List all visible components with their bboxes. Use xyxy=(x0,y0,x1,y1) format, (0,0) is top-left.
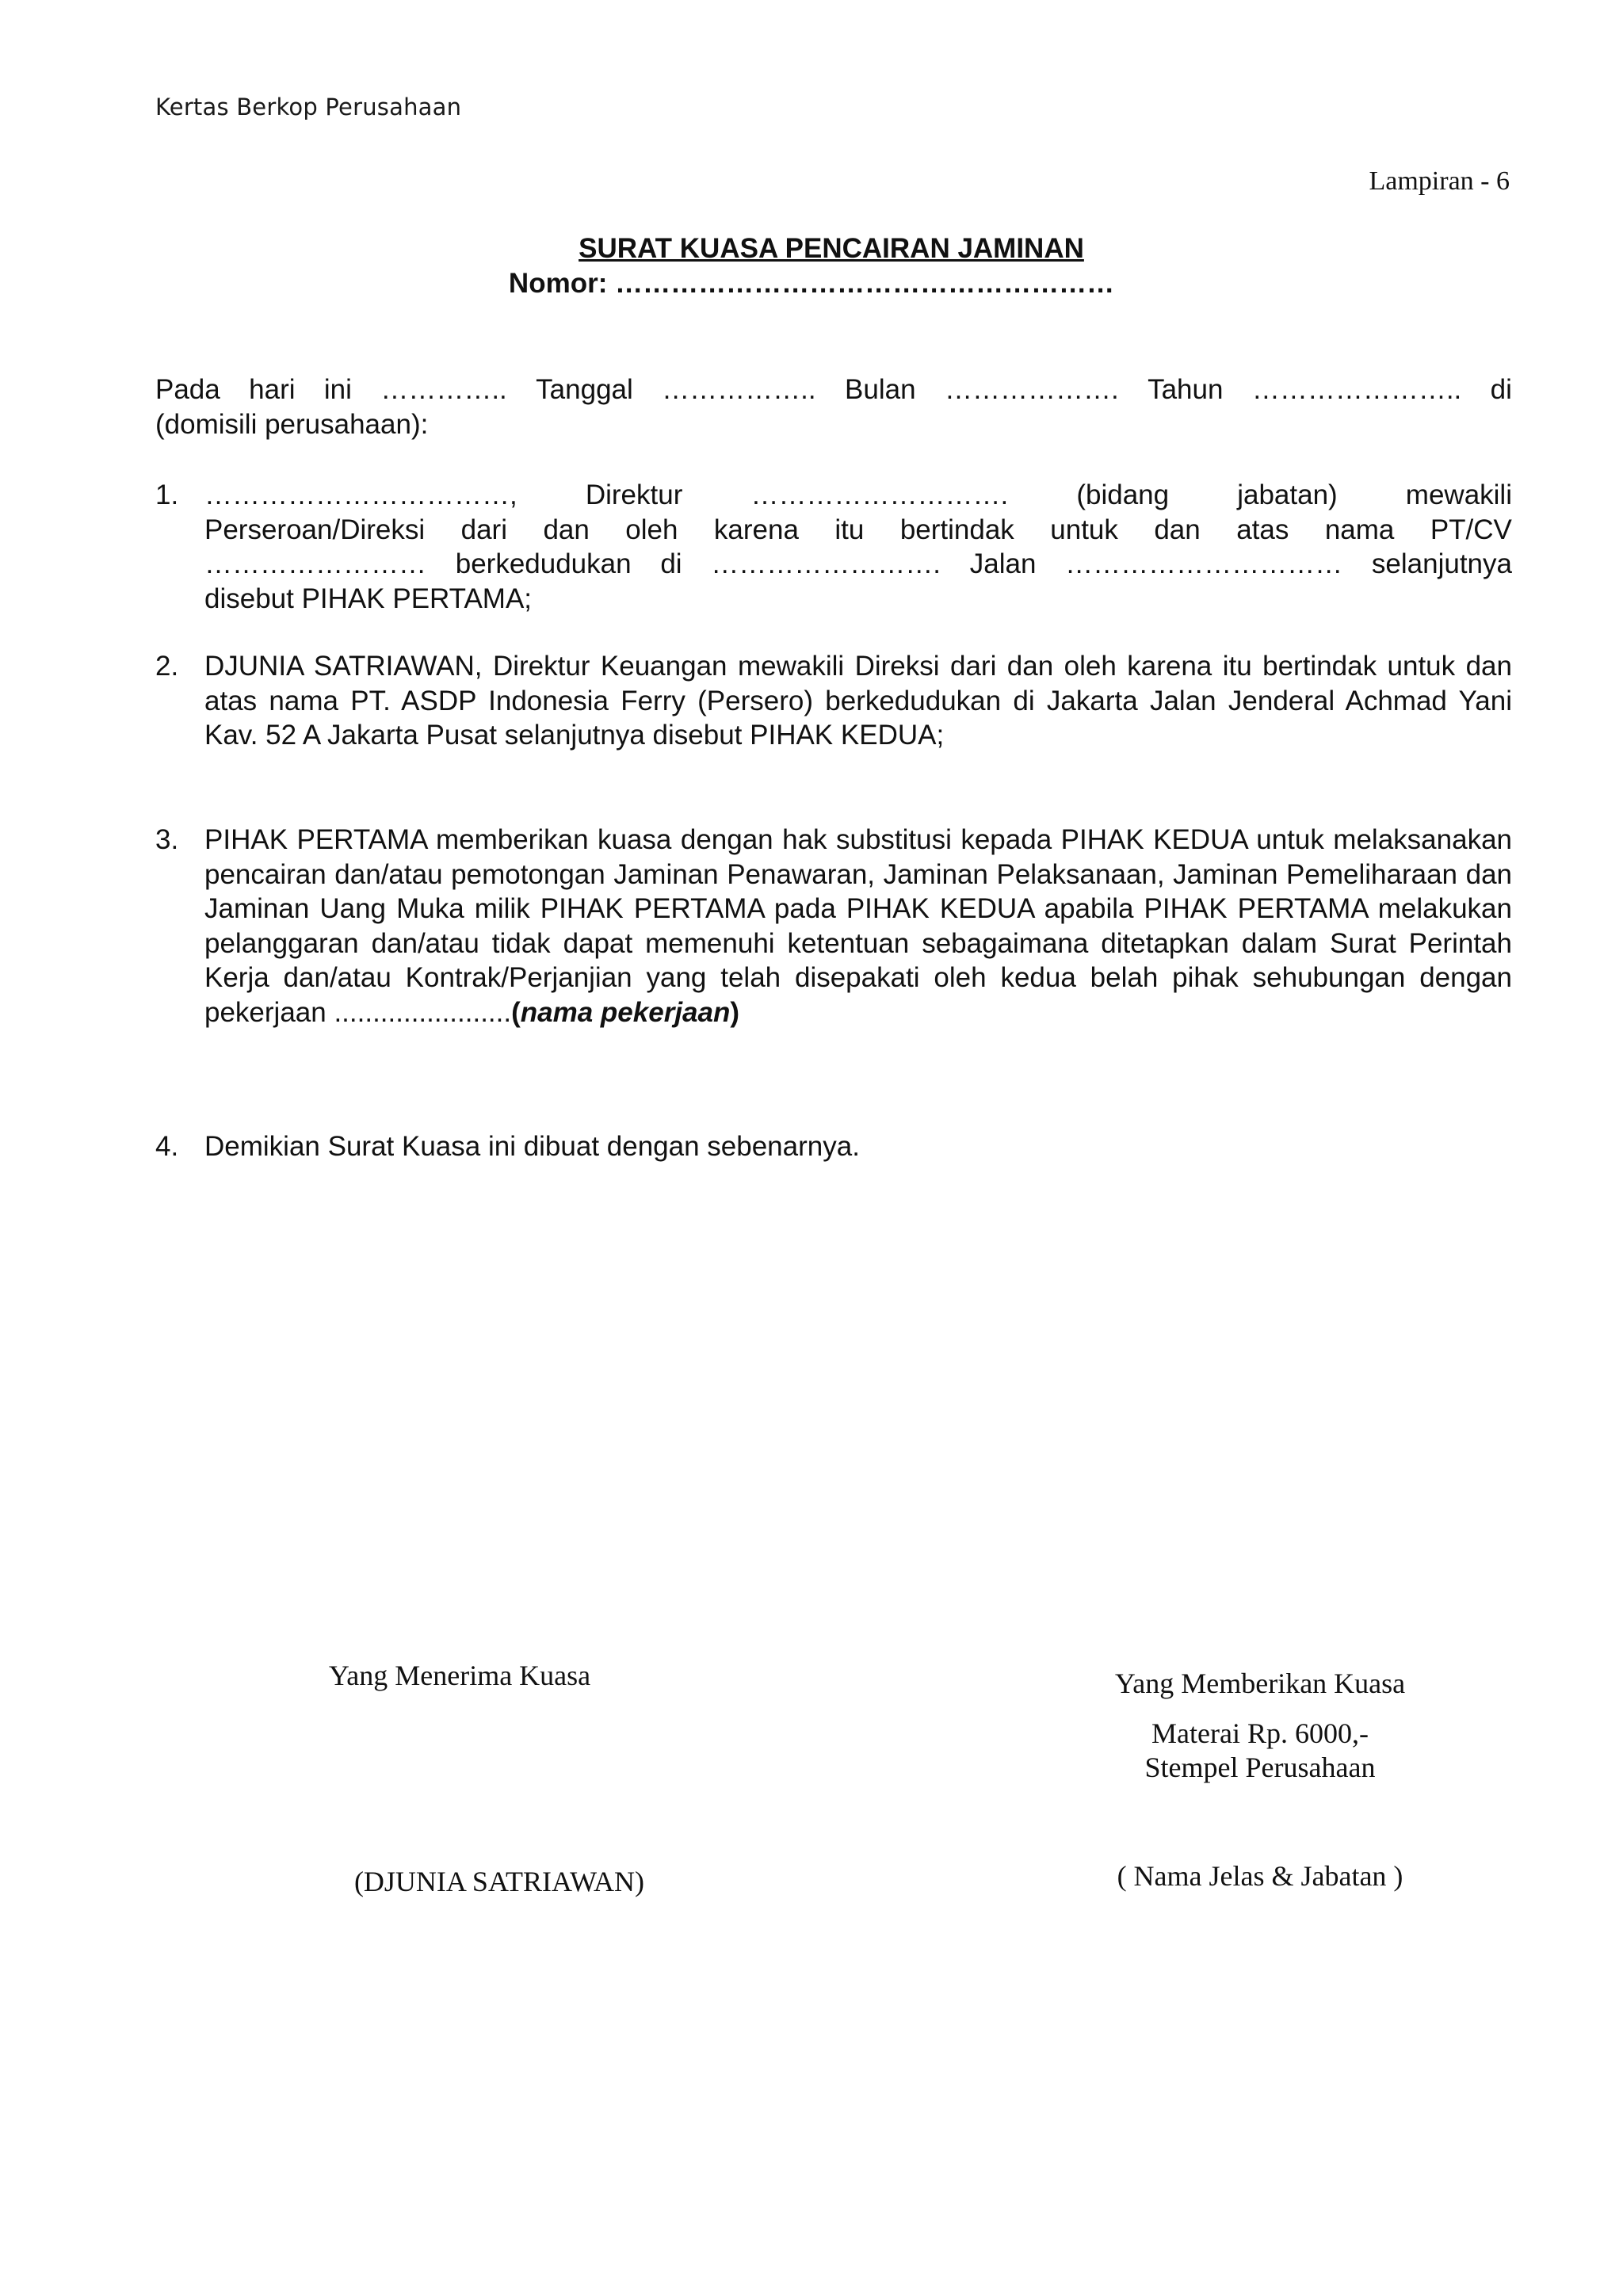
item1-row: disebut PIHAK PERTAMA; xyxy=(204,583,533,614)
item-word: dan xyxy=(543,514,590,545)
intro-word: Bulan xyxy=(845,374,916,405)
list-item-content xyxy=(204,823,1512,1030)
item1-row xyxy=(204,478,1512,513)
list-item-text: PIHAK PERTAMA memberikan kuasa dengan hak substitusi kepada PIHAK KEDUA untuk melaksanakan pencairan dan/atau pemotongan Jaminan Penawaran, Jaminan Pelaksanaan, Jaminan Pemeliharaan dan Jaminan Uang Muka milik PIHAK PERTAMA pada PIHAK KEDUA apabila PIHAK PERTAMA melakukan pelanggaran dan/atau tidak dapat memenuhi ketentuan sebagaimana ditetapkan dalam Surat Perintah Kerja dan/atau Kontrak/Perjanjian yang telah disepakati oleh kedua belah pihak sehubungan dengan pekerjaan ....................... xyxy=(204,824,1512,1028)
intro-blank-month: ………………. xyxy=(944,374,1119,405)
item-word: di xyxy=(660,548,682,579)
list-number: 2. xyxy=(155,651,179,682)
item-word: selanjutnya xyxy=(1371,548,1512,579)
intro-line-domicile: (domisili perusahaan): xyxy=(155,408,429,440)
item-word: karena xyxy=(713,514,799,545)
close-paren: ) xyxy=(730,996,740,1028)
list-item xyxy=(155,649,1512,753)
intro-word: hari xyxy=(249,374,296,405)
intro-word: Tahun xyxy=(1148,374,1224,405)
item-word: untuk xyxy=(1050,514,1118,545)
stamp-duty-note: Materai Rp. 6000,- xyxy=(1151,1717,1369,1749)
item-word: berkedudukan xyxy=(455,548,632,579)
company-stamp-note: Stempel Perusahaan xyxy=(1144,1752,1376,1783)
blank-company: …………………… xyxy=(204,548,426,579)
letterhead-note: Kertas Berkop Perusahaan xyxy=(155,94,462,120)
grantor-signature-name: ( Nama Jelas & Jabatan ) xyxy=(1117,1860,1403,1892)
list-item-text: Demikian Surat Kuasa ini dibuat dengan sebenarnya. xyxy=(204,1131,860,1162)
item-word: oleh xyxy=(625,514,678,545)
item-word: atas xyxy=(1236,514,1289,545)
item-word: dari xyxy=(460,514,507,545)
intro-paragraph xyxy=(155,372,1512,441)
list-item-text: DJUNIA SATRIAWAN, Direktur Keuangan mewakili Direksi dari dan oleh karena itu bertindak untuk dan atas nama PT. ASDP Indonesia Ferry (Persero) berkedudukan di Jakarta Jalan Jenderal Achmad Yani Kav. 52 A Jakarta Pusat selanjutnya disebut PIHAK KEDUA; xyxy=(204,651,1512,751)
item1-row xyxy=(204,513,1512,548)
list-item xyxy=(155,1129,1512,1164)
item-word: dan xyxy=(1154,514,1201,545)
item-word: Direktur xyxy=(585,479,683,510)
item-word: Jalan xyxy=(969,548,1037,579)
intro-blank-day: ………….. xyxy=(380,374,507,405)
document-number: Nomor: ……………………………………………… xyxy=(508,268,1115,299)
grantor-signature-title: Yang Memberikan Kuasa xyxy=(1114,1668,1406,1699)
list-item xyxy=(155,823,1512,1030)
blank-city: ……………………. xyxy=(711,548,941,579)
attachment-label: Lampiran - 6 xyxy=(1369,166,1510,196)
list-number: 3. xyxy=(155,824,179,855)
list-number: 1. xyxy=(155,479,179,510)
item-word: jabatan) xyxy=(1237,479,1338,510)
recipient-signature-name: (DJUNIA SATRIAWAN) xyxy=(353,1866,645,1897)
list-number: 4. xyxy=(155,1131,179,1162)
item-word: bertindak xyxy=(899,514,1014,545)
item-word: Perseroan/Direksi xyxy=(204,514,426,545)
intro-blank-date: …………….. xyxy=(662,374,816,405)
intro-line-date xyxy=(155,372,1512,407)
intro-blank-year: ………………….. xyxy=(1251,374,1462,405)
job-name-placeholder: nama pekerjaan xyxy=(520,996,731,1028)
item-word: itu xyxy=(834,514,865,545)
list-item xyxy=(155,478,1512,616)
open-paren: ( xyxy=(511,996,521,1028)
item-word: PT/CV xyxy=(1430,514,1512,545)
item-word: (bidang xyxy=(1076,479,1170,510)
item1-row xyxy=(204,547,1512,582)
intro-word: ini xyxy=(323,374,352,405)
item-word: mewakili xyxy=(1405,479,1512,510)
item-word: nama xyxy=(1324,514,1395,545)
intro-word: Pada xyxy=(155,374,220,405)
title-block xyxy=(0,231,1623,301)
blank-position: ………………………. xyxy=(750,479,1009,510)
blank-street: ………………………… xyxy=(1065,548,1343,579)
list-item-content xyxy=(204,478,1512,616)
document-title: SURAT KUASA PENCAIRAN JAMINAN xyxy=(579,233,1084,264)
intro-word: Tanggal xyxy=(536,374,633,405)
intro-word: di xyxy=(1490,374,1512,405)
blank-name: ……………………………, xyxy=(204,479,517,510)
recipient-signature-title: Yang Menerima Kuasa xyxy=(328,1660,591,1691)
